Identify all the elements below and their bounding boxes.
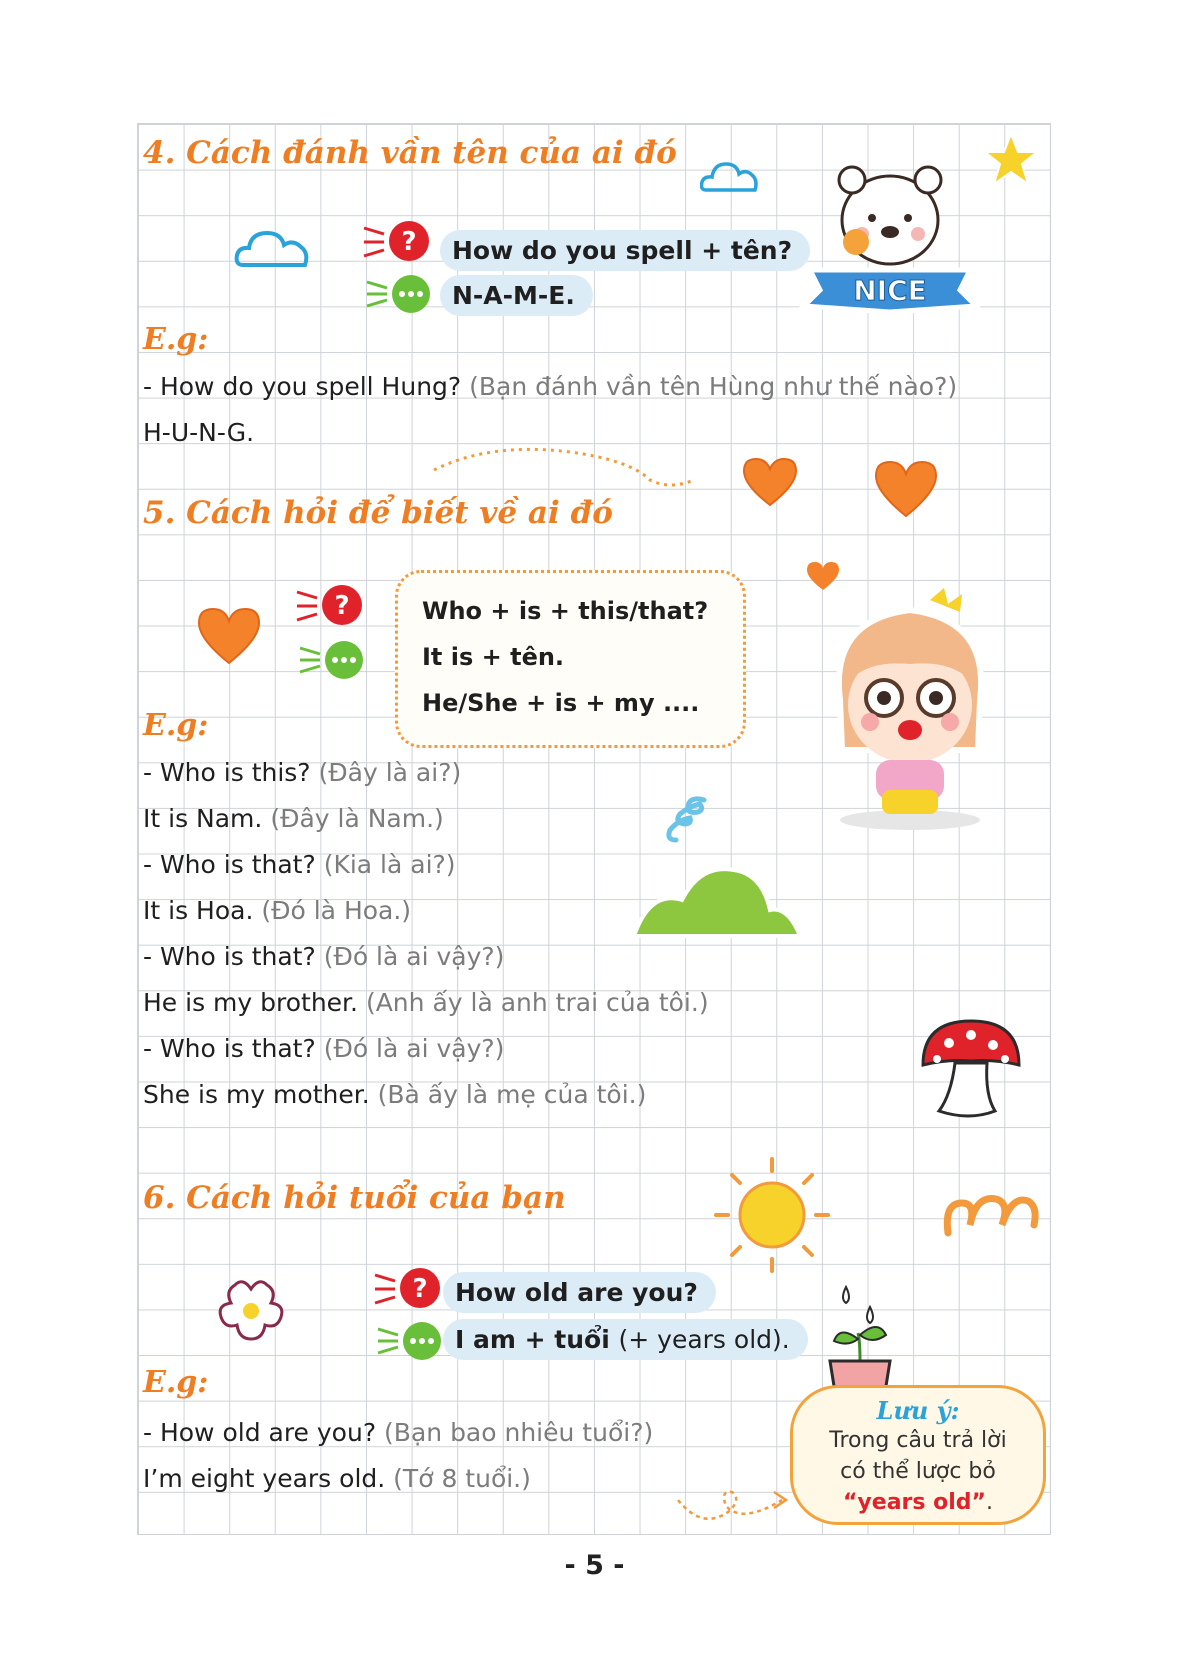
heart-icon [872, 458, 940, 520]
mushroom-icon [915, 1015, 1025, 1125]
dotted-wave-decoration [430, 440, 700, 490]
spring-icon [660, 792, 712, 846]
bush-decoration [630, 860, 805, 940]
pattern-line: It is + tên. [422, 643, 565, 671]
svg-text:?: ? [334, 591, 350, 621]
example-line: It is Hoa. (Đó là Hoa.) [143, 896, 412, 925]
cloud-icon [233, 225, 313, 271]
svg-text:?: ? [412, 1274, 428, 1304]
section-6-title: 6. Cách hỏi tuổi của bạn [143, 1180, 566, 1216]
section-5-title: 5. Cách hỏi để biết về ai đó [143, 495, 613, 531]
bear-nice-sticker [790, 140, 990, 340]
eg-label: E.g: [143, 322, 209, 357]
page-number: - 5 - [564, 1550, 625, 1581]
svg-text:?: ? [401, 227, 417, 257]
answer-icon [365, 272, 437, 316]
example-line: - Who is that? (Kia là ai?) [143, 850, 456, 879]
answer-pattern: I am + tuổi (+ years old). [443, 1319, 808, 1360]
example-line: H-U-N-G. [143, 418, 255, 447]
answer-icon [298, 638, 370, 682]
note-title: Lưu ý: [876, 1396, 960, 1425]
note-line: “years old”. [842, 1490, 994, 1515]
pattern-line: Who + is + this/that? [422, 597, 709, 625]
question-icon [295, 582, 367, 628]
svg-text:NICE: NICE [853, 274, 927, 307]
answer-icon [376, 1319, 448, 1363]
example-line: - Who is that? (Đó là ai vậy?) [143, 1034, 505, 1063]
flower-icon [215, 1275, 287, 1345]
swirl-icon [940, 1185, 1040, 1241]
pattern-line: He/She + is + my .... [422, 689, 700, 717]
example-line: - Who is this? (Đây là ai?) [143, 758, 462, 787]
example-line: - How old are you? (Bạn bao nhiêu tuổi?) [143, 1418, 654, 1447]
question-icon [362, 218, 434, 264]
cloud-icon [700, 158, 760, 194]
question-pattern: How old are you? [443, 1272, 716, 1313]
example-line: I’m eight years old. (Tớ 8 tuổi.) [143, 1464, 531, 1493]
question-pattern: How do you spell + tên? [440, 230, 810, 271]
eg-label: E.g: [143, 1365, 209, 1400]
example-line: It is Nam. (Đây là Nam.) [143, 804, 444, 833]
heart-icon [195, 605, 263, 667]
example-line: - Who is that? (Đó là ai vậy?) [143, 942, 505, 971]
note-line: có thể lược bỏ [840, 1459, 996, 1484]
note-box [790, 1385, 1046, 1525]
answer-pattern: N-A-M-E. [440, 275, 593, 316]
section-4-title: 4. Cách đánh vần tên của ai đó [143, 135, 677, 171]
note-line: Trong câu trả lời [829, 1428, 1007, 1453]
sun-icon [712, 1155, 832, 1275]
star-icon [983, 132, 1039, 188]
eg-label: E.g: [143, 708, 209, 743]
heart-icon [740, 455, 800, 507]
example-line: He is my brother. (Anh ấy là anh trai của tôi.) [143, 988, 709, 1017]
example-line: She is my mother. (Bà ấy là mẹ của tôi.) [143, 1080, 647, 1109]
dotted-arrow-decoration [672, 1460, 792, 1530]
pattern-box [395, 570, 746, 748]
question-icon [373, 1265, 445, 1311]
example-line: - How do you spell Hung? (Bạn đánh vần tên Hùng như thế nào?) [143, 372, 958, 401]
girl-sticker [810, 580, 1010, 840]
